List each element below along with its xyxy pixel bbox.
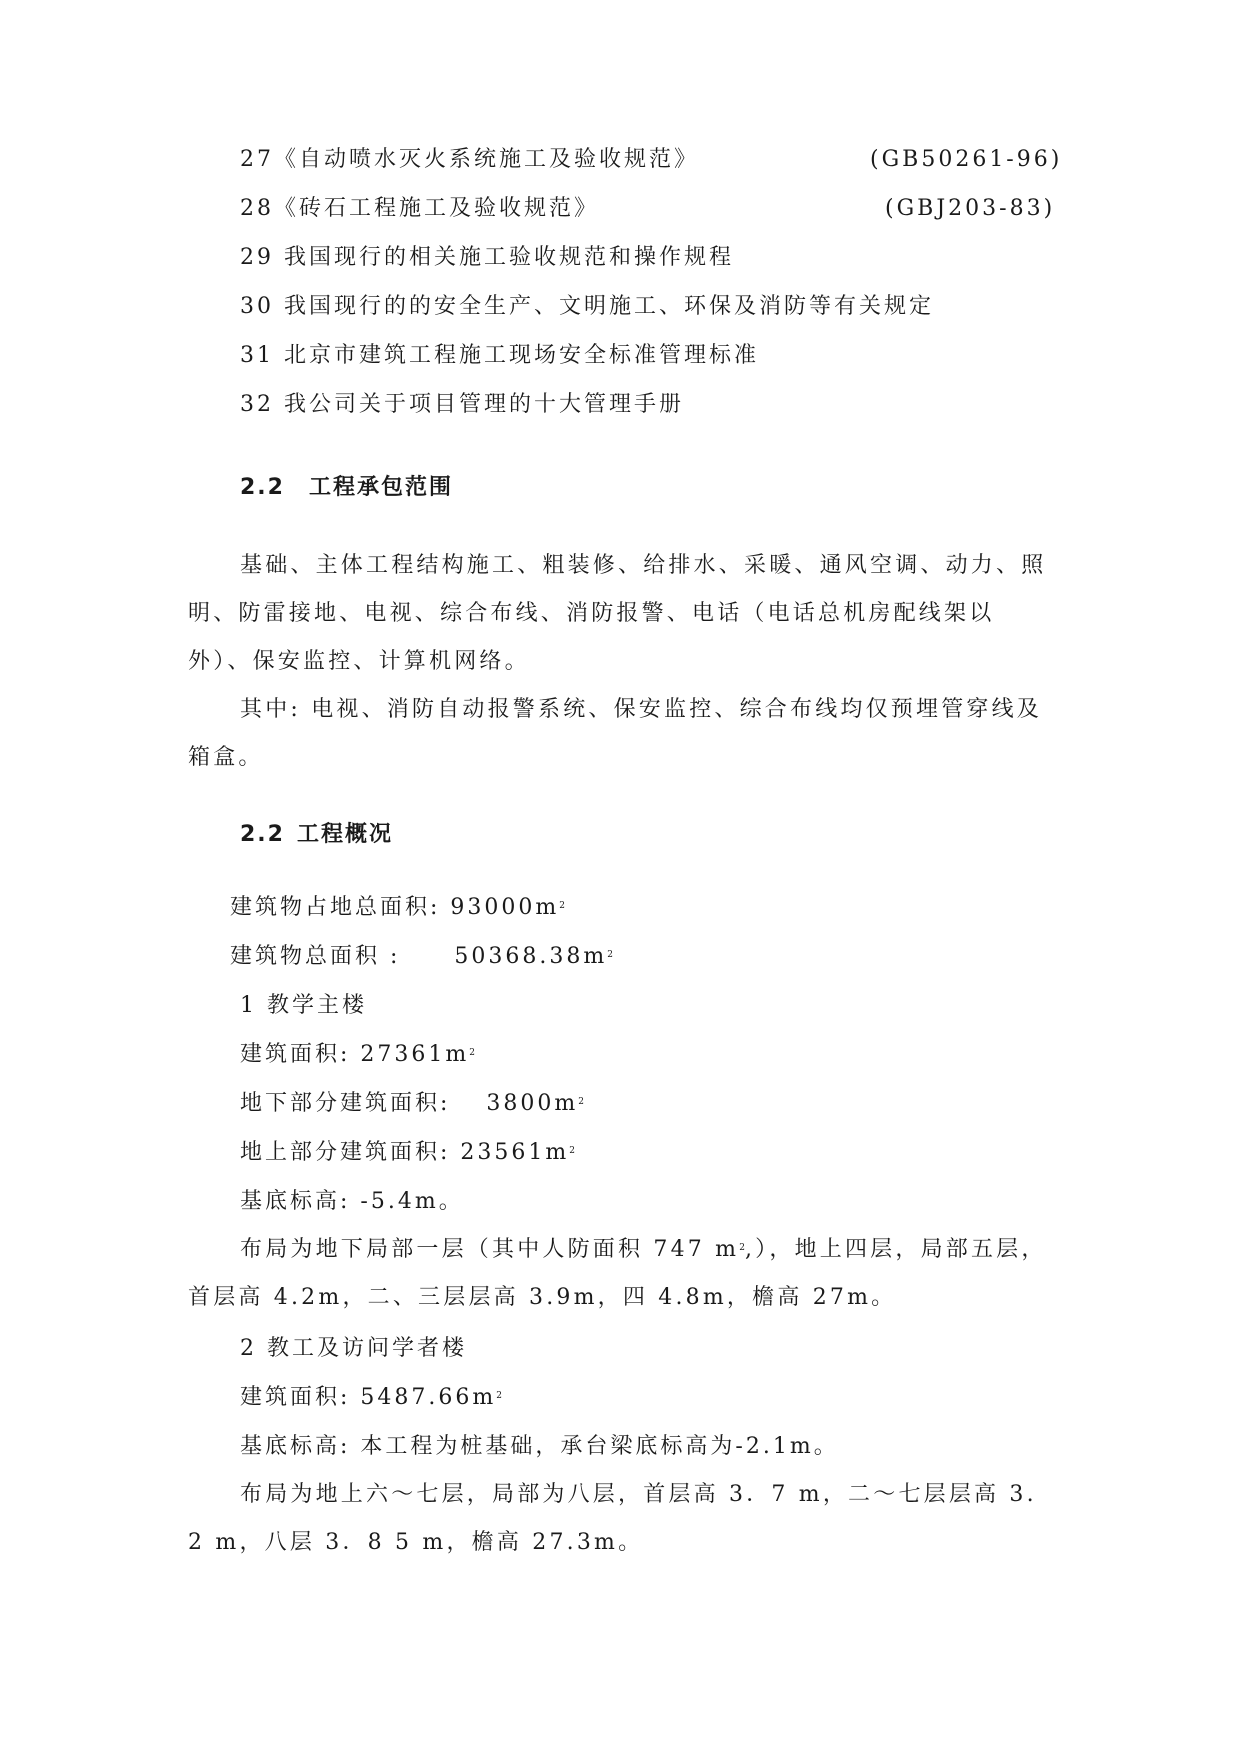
building1-area-value: 27361m [360, 1042, 470, 1067]
building1-above-line [240, 1138, 575, 1168]
unit-superscript: 2 [559, 901, 566, 911]
section-heading-overview [240, 820, 393, 850]
reference-code-27: (GB50261-96) [870, 147, 1063, 172]
unit-superscript: 2 [578, 1097, 585, 1107]
layout-text-b: ,），地上四层，局部五层，首层高 4.2m，二、三层层高 3.9m，四 4.8m，檐高 27m。 [188, 1237, 1047, 1310]
site-area-label: 建筑物占地总面积: [230, 895, 441, 920]
building2-area-value: 5487.66m [360, 1385, 497, 1410]
building2-base-elevation: 基底标高: 本工程为桩基础，承台梁底标高为-2.1m。 [240, 1434, 839, 1459]
building1-heading: 1 教学主楼 [240, 993, 367, 1018]
underground-value: 3800m [486, 1091, 579, 1116]
reference-item-32: 32 我公司关于项目管理的十大管理手册 [240, 392, 684, 417]
site-area-line [230, 893, 565, 923]
section-number: 2.2 [240, 475, 285, 500]
reference-code-28: (GBJ203-83) [885, 196, 1056, 221]
total-area-value: 50368.38m [454, 944, 608, 969]
building2-layout-paragraph: 布局为地上六～七层，局部为八层，首层高 3．7 m，二～七层层高 3. 2 m，八层 3．8 5 m，檐高 27.3m。 [188, 1482, 1037, 1555]
above-value: 23561m [460, 1140, 570, 1165]
unit-superscript: 2 [469, 1048, 476, 1058]
reference-item-30: 30 我国现行的的安全生产、文明施工、环保及消防等有关规定 [240, 294, 934, 319]
reference-item-31: 31 北京市建筑工程施工现场安全标准管理标准 [240, 343, 759, 368]
building1-area-label: 建筑面积: [240, 1042, 351, 1067]
section-heading-scope [240, 473, 453, 503]
unit-superscript: 2 [569, 1146, 576, 1156]
scope-note-paragraph: 其中: 电视、消防自动报警系统、保安监控、综合布线均仅预埋管穿线及箱盒。 [188, 697, 1043, 770]
building2-area-line [240, 1383, 502, 1413]
section-title: 工程承包范围 [308, 475, 453, 500]
reference-item-29: 29 我国现行的相关施工验收规范和操作规程 [240, 245, 734, 270]
section-title: 工程概况 [296, 822, 393, 847]
scope-paragraph: 基础、主体工程结构施工、粗装修、给排水、采暖、通风空调、动力、照明、防雷接地、电视、综合布线、消防报警、电话（电话总机房配线架以外）、保安监控、计算机网络。 [188, 553, 1047, 674]
site-area-value: 93000m [450, 895, 560, 920]
underground-label: 地下部分建筑面积: [240, 1091, 451, 1116]
building1-base-elevation: 基底标高: -5.4m。 [240, 1189, 464, 1214]
reference-item-28: 28《砖石工程施工及验收规范》 [240, 196, 599, 221]
reference-item-27: 27《自动喷水灭火系统施工及验收规范》 [240, 147, 699, 172]
building2-heading: 2 教工及访问学者楼 [240, 1336, 467, 1361]
total-area-line [230, 942, 613, 972]
total-area-label: 建筑物总面积 : [230, 944, 401, 969]
building1-underground-line [240, 1089, 584, 1119]
layout-text-a: 布局为地下局部一层（其中人防面积 747 m [240, 1237, 740, 1262]
unit-superscript: 2 [739, 1243, 745, 1253]
building1-area-line [240, 1040, 475, 1070]
above-label: 地上部分建筑面积: [240, 1140, 451, 1165]
unit-superscript: 2 [607, 950, 613, 960]
building2-area-label: 建筑面积: [240, 1385, 351, 1410]
section-number: 2.2 [240, 822, 285, 847]
unit-superscript: 2 [496, 1391, 502, 1401]
building1-layout-paragraph [188, 1226, 1058, 1322]
